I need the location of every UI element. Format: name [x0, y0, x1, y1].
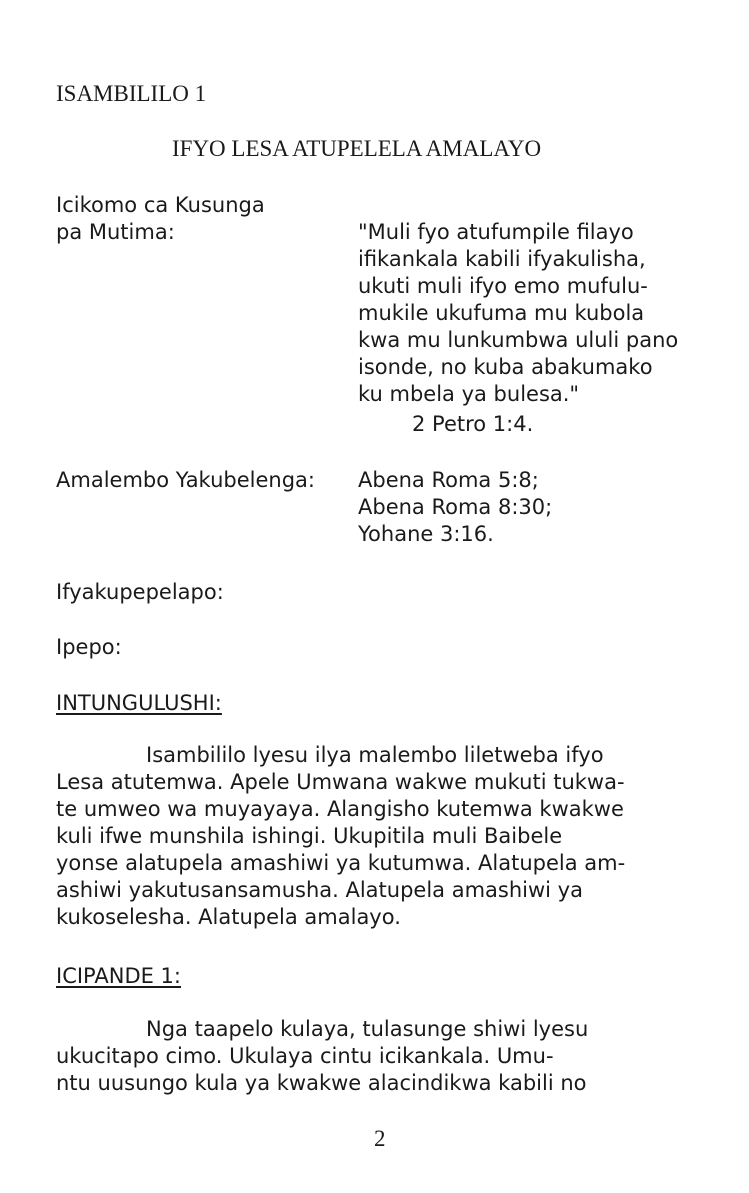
memory-verse-line: ifikankala kabili ifyakulisha, — [358, 247, 646, 271]
prayer-label: Ipepo: — [56, 635, 122, 659]
section1-heading: ICIPANDE 1: — [56, 964, 181, 988]
memory-verse-line: ku mbela ya bulesa." — [358, 382, 580, 406]
section1-line: ntu uusungo kula ya kwakwe alacindikwa kabili no — [56, 1071, 587, 1095]
readings-list — [358, 467, 552, 548]
intro-line: ashiwi yakutusansamusha. Alatupela amashiwi ya — [56, 878, 583, 902]
reading-item: Abena Roma 5:8; — [358, 468, 539, 492]
memory-verse — [358, 219, 678, 408]
chapter-title: IFYO LESA ATUPELELA AMALAYO — [172, 136, 542, 161]
intro-line: kuli ifwe munshila ishingi. Ukupitila muli Baibele — [56, 824, 563, 848]
memory-verse-line: kwa mu lunkumbwa ululi pano — [358, 328, 679, 352]
intro-line: Isambililo lyesu ilya malembo liletweba ifyo — [146, 743, 604, 767]
reading-item: Yohane 3:16. — [358, 522, 494, 546]
intro-line: kukoselesha. Alatupela amalayo. — [56, 905, 401, 929]
memory-verse-label-line2: pa Mutima: — [56, 220, 175, 244]
memory-verse-line: mukile ukufuma mu kubola — [358, 301, 645, 325]
memory-verse-reference: 2 Petro 1:4. — [412, 412, 534, 436]
section1-paragraph — [56, 1016, 696, 1097]
memory-verse-line: ukuti muli ifyo emo mufulu- — [358, 274, 648, 298]
section1-line: Nga taapelo kulaya, tulasunge shiwi lyesu — [146, 1017, 589, 1041]
intro-line: Lesa atutemwa. Apele Umwana wakwe mukuti tukwa- — [56, 770, 625, 794]
memory-verse-line: "Muli fyo atufumpile filayo — [358, 220, 634, 244]
page-number: 2 — [374, 1126, 386, 1151]
aims-label: Ifyakupepelapo: — [56, 580, 224, 604]
intro-line: yonse alatupela amashiwi ya kutumwa. Alatupela am- — [56, 851, 626, 875]
intro-heading: INTUNGULUSHI: — [56, 691, 222, 715]
memory-verse-label-line1: Icikomo ca Kusunga — [56, 193, 265, 217]
section1-line: ukucitapo cimo. Ukulaya cintu icikankala. Umu- — [56, 1044, 554, 1068]
intro-paragraph — [56, 742, 696, 931]
chapter-label: ISAMBILILO 1 — [56, 81, 207, 106]
readings-label: Amalembo Yakubelenga: — [56, 468, 315, 492]
memory-verse-line: isonde, no kuba abakumako — [358, 355, 653, 379]
reading-item: Abena Roma 8:30; — [358, 495, 553, 519]
intro-line: te umweo wa muyayaya. Alangisho kutemwa kwakwe — [56, 797, 624, 821]
